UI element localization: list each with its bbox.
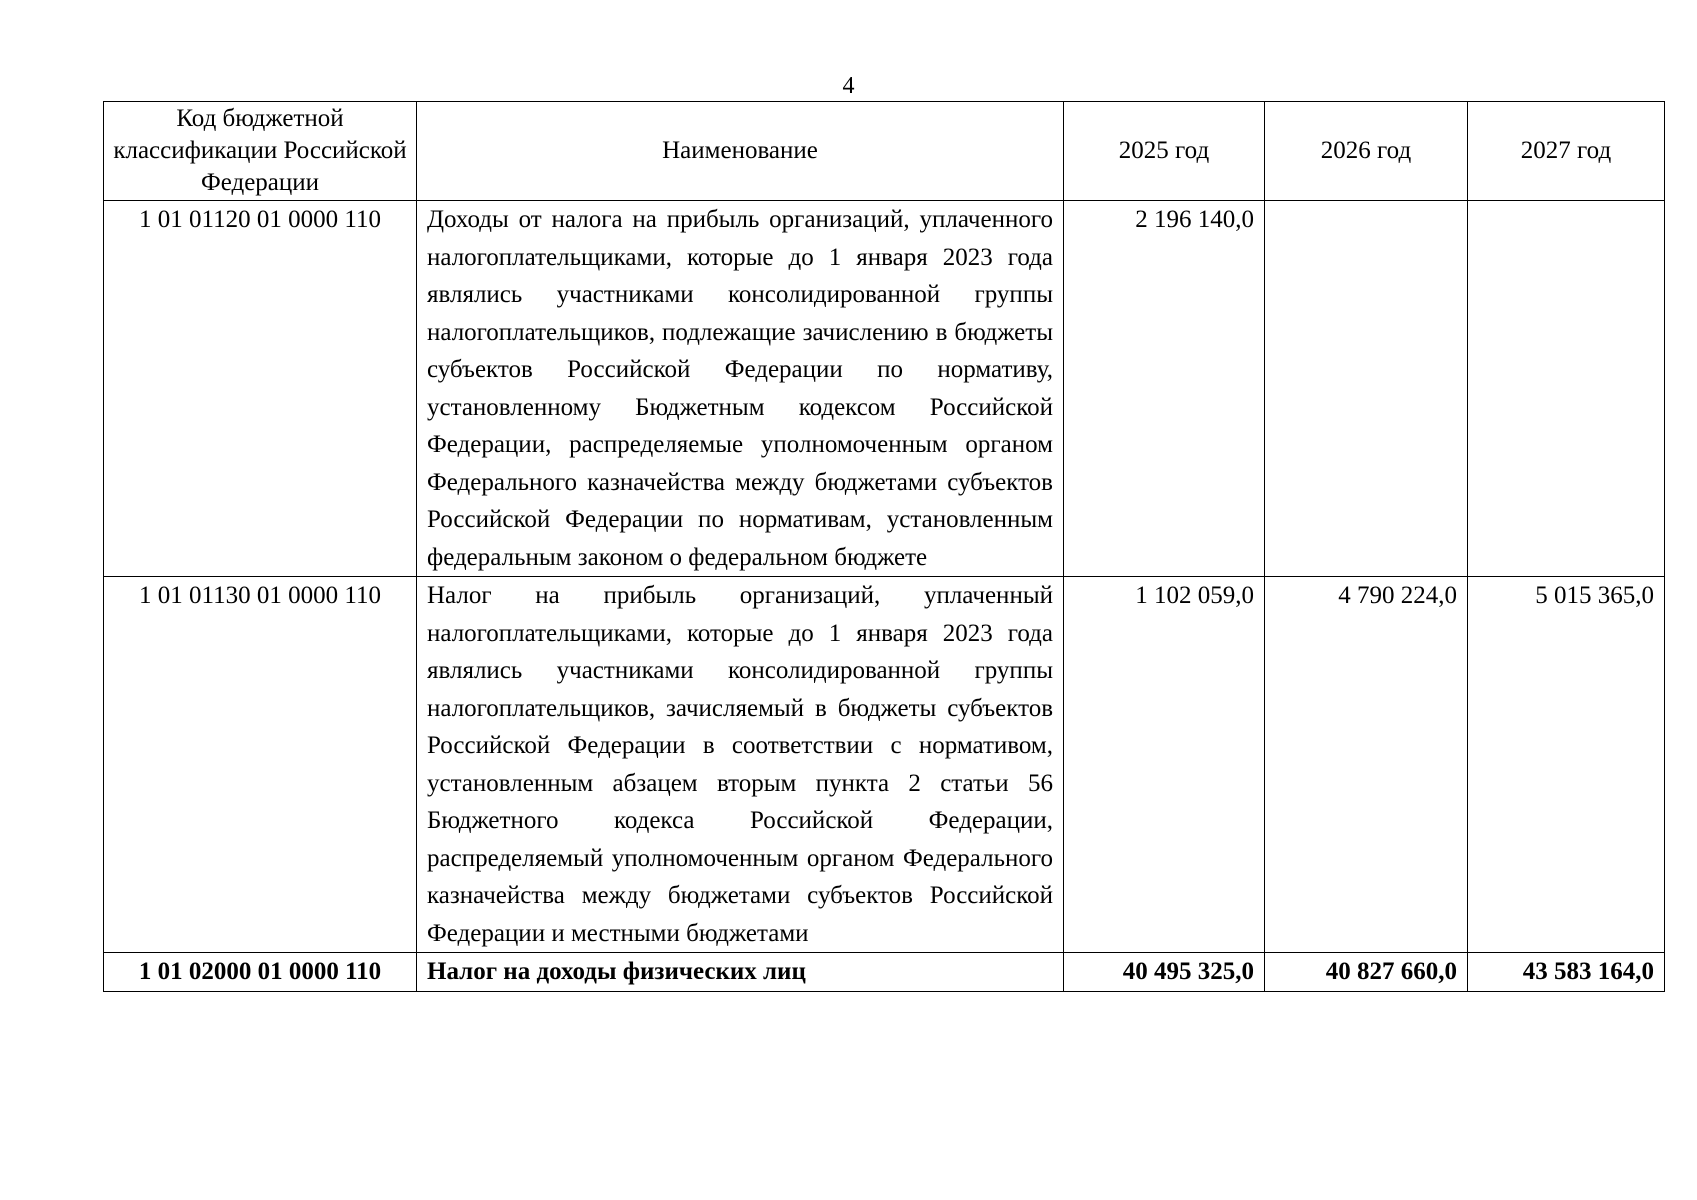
header-year-2025: 2025 год bbox=[1064, 102, 1265, 201]
row-code: 1 01 02000 01 0000 110 bbox=[104, 953, 417, 992]
row-name: Доходы от налога на прибыль организаций, уплаченного налогоплательщиками, которые до 1 января 2023 года являлись участниками консолидированной группы налогоплательщиков, подлежащие зачислению в бюджеты субъектов Российской Федерации по нормативу, установленному Бюджетным кодексом Российской Федерации, распределяемые уполномоченным органом Федерального казначейства между бюджетами субъектов Российской Федерации по нормативам, установленным федеральным законом о федеральном бюджете bbox=[417, 201, 1064, 577]
row-code: 1 01 01120 01 0000 110 bbox=[104, 201, 417, 577]
header-year-2026: 2026 год bbox=[1265, 102, 1468, 201]
row-value-2027: 43 583 164,0 bbox=[1468, 953, 1665, 992]
row-name: Налог на прибыль организаций, уплаченный налогоплательщиками, которые до 1 января 2023 года являлись участниками консолидированной группы налогоплательщиков, зачисляемый в бюджеты субъектов Российской Федерации в соответствии с нормативом, установленным абзацем вторым пункта 2 статьи 56 Бюджетного кодекса Российской Федерации, распределяемый уполномоченным органом Федерального казначейства между бюджетами субъектов Российской Федерации и местными бюджетами bbox=[417, 577, 1064, 953]
row-value-2027 bbox=[1468, 201, 1665, 577]
budget-table bbox=[103, 101, 1665, 992]
header-name: Наименование bbox=[417, 102, 1064, 201]
page-number: 4 bbox=[842, 73, 855, 99]
row-value-2025: 1 102 059,0 bbox=[1064, 577, 1265, 953]
row-value-2025: 2 196 140,0 bbox=[1064, 201, 1265, 577]
row-code: 1 01 01130 01 0000 110 bbox=[104, 577, 417, 953]
row-value-2027: 5 015 365,0 bbox=[1468, 577, 1665, 953]
header-year-2027: 2027 год bbox=[1468, 102, 1665, 201]
table-row-total bbox=[104, 953, 1665, 992]
row-name: Налог на доходы физических лиц bbox=[417, 953, 1064, 992]
table-header-row bbox=[104, 102, 1665, 201]
row-value-2026: 40 827 660,0 bbox=[1265, 953, 1468, 992]
header-code: Код бюджетной классификации Российской Федерации bbox=[104, 102, 417, 201]
row-value-2025: 40 495 325,0 bbox=[1064, 953, 1265, 992]
row-value-2026: 4 790 224,0 bbox=[1265, 577, 1468, 953]
row-value-2026 bbox=[1265, 201, 1468, 577]
table-row bbox=[104, 201, 1665, 577]
table-row bbox=[104, 577, 1665, 953]
